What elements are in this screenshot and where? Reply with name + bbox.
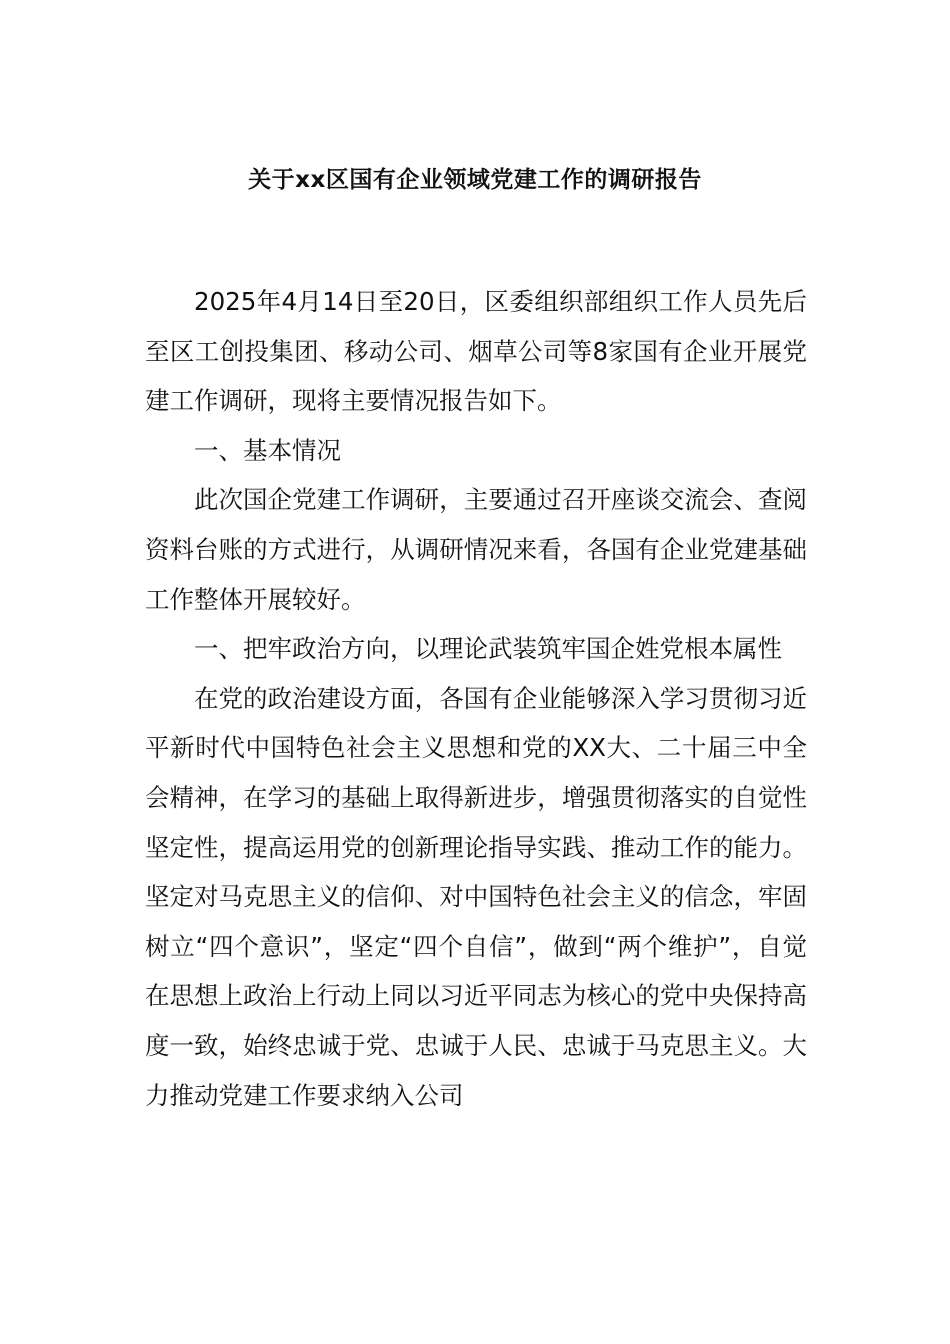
document-body bbox=[145, 277, 807, 1120]
subsection-heading-political-direction: 一、把牢政治方向，以理论武装筑牢国企姓党根本属性 bbox=[194, 634, 782, 664]
intro-paragraph: 2025年4月14日至20日，区委组织部组织工作人员先后至区工创投集团、移动公司、烟草公司等8家国有企业开展党建工作调研，现将主要情况报告如下。 bbox=[145, 287, 807, 416]
section-heading-basic-situation: 一、基本情况 bbox=[194, 435, 341, 465]
political-building-paragraph: 在党的政治建设方面，各国有企业能够深入学习贯彻习近平新时代中国特色社会主义思想和党的XX大、二十届三中全会精神，在学习的基础上取得新进步，增强贯彻落实的自觉性坚定性，提高运用党的创新理论指导实践、推动工作的能力。坚定对马克思主义的信仰、对中国特色社会主义的信念，牢固树立“四个意识”，坚定“四个自信”，做到“两个维护”，自觉在思想上政治上行动上同以习近平同志为核心的党中央保持高度一致，始终忠诚于党、忠诚于人民、忠诚于马克思主义。大力推动党建工作要求纳入公司 bbox=[145, 683, 807, 1110]
basic-situation-paragraph: 此次国企党建工作调研，主要通过召开座谈交流会、查阅资料台账的方式进行，从调研情况来看，各国有企业党建基础工作整体开展较好。 bbox=[145, 485, 807, 614]
document-title: 关于xx区国有企业领域党建工作的调研报告 bbox=[248, 167, 702, 193]
